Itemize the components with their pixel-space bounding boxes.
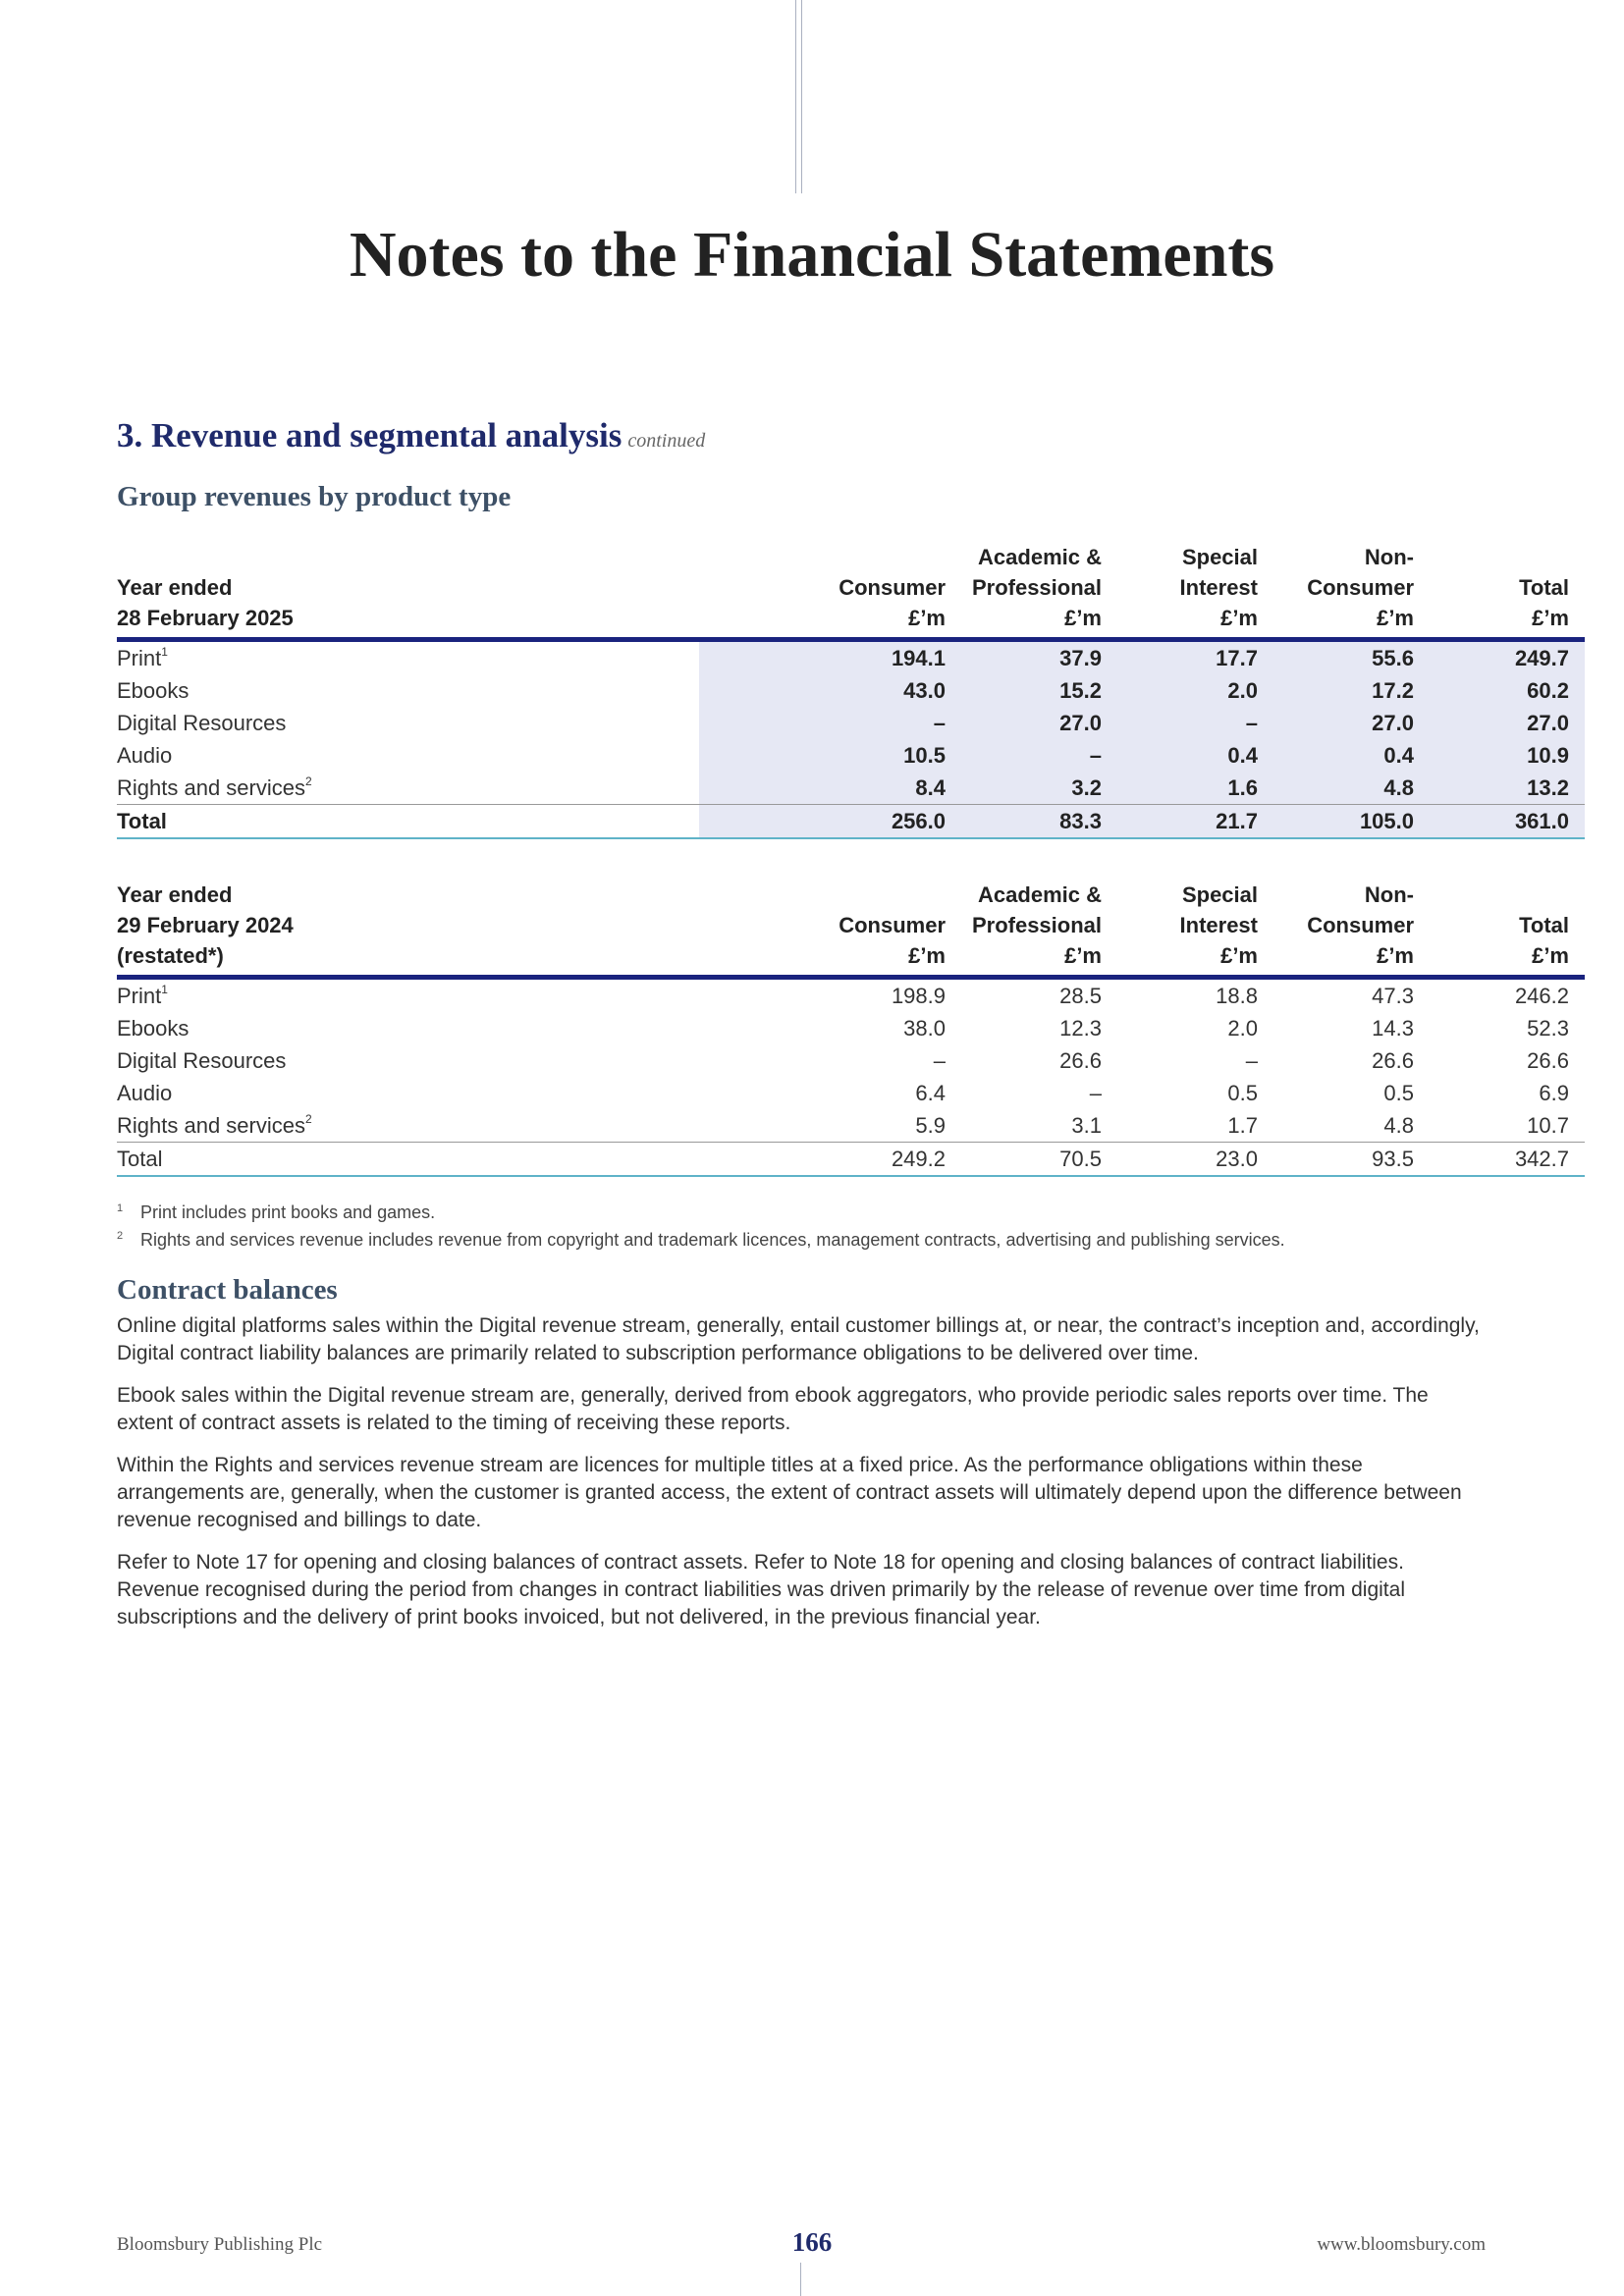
value-cell: 70.5 bbox=[961, 1143, 1117, 1177]
period-header-line: 28 February 2025 bbox=[117, 606, 294, 630]
row-label: Ebooks bbox=[117, 678, 189, 703]
value-cell: 256.0 bbox=[699, 805, 961, 839]
value-cell: 38.0 bbox=[903, 1016, 946, 1041]
column-header bbox=[699, 542, 961, 640]
column-header bbox=[1117, 542, 1273, 640]
value-cell: – bbox=[1245, 1048, 1258, 1073]
column-header-line: Total bbox=[1519, 575, 1569, 600]
contract-paragraph: Within the Rights and services revenue stream are licences for multiple titles at a fixed price. As the performance obligations within these arrangements are, generally, when the customer is granted access, the extent of contract assets will ultimately depend upon the difference between revenue recognised and billings to date. bbox=[117, 1454, 1462, 1531]
value-cell: 15.2 bbox=[961, 674, 1117, 707]
value-cell: 14.3 bbox=[1372, 1016, 1414, 1041]
row-label: Ebooks bbox=[117, 1016, 189, 1041]
column-header-line: £’m bbox=[1377, 943, 1414, 968]
value-cell: – bbox=[1117, 707, 1273, 739]
column-header bbox=[1273, 880, 1430, 978]
value-cell: 4.8 bbox=[1383, 1113, 1414, 1138]
column-header-line: Consumer bbox=[1307, 913, 1414, 937]
value-cell: 6.4 bbox=[915, 1081, 946, 1105]
value-cell: 3.1 bbox=[1071, 1113, 1102, 1138]
table-row bbox=[117, 772, 1585, 805]
table-row bbox=[117, 1109, 1585, 1143]
value-cell: 28.5 bbox=[1059, 984, 1102, 1008]
column-header bbox=[961, 542, 1117, 640]
table-row bbox=[117, 707, 1585, 739]
value-cell: 83.3 bbox=[961, 805, 1117, 839]
value-cell: 27.0 bbox=[961, 707, 1117, 739]
row-label: Digital Resources bbox=[117, 711, 287, 735]
value-cell: 194.1 bbox=[699, 640, 961, 675]
table-row bbox=[117, 1012, 1585, 1044]
value-cell: – bbox=[933, 1048, 946, 1073]
column-header-line: Professional bbox=[971, 913, 1102, 937]
value-cell: 6.9 bbox=[1539, 1081, 1569, 1105]
column-header-line: Interest bbox=[1179, 575, 1258, 600]
total-row bbox=[117, 805, 1585, 839]
value-cell: 26.6 bbox=[1059, 1048, 1102, 1073]
column-header-line: £’m bbox=[908, 943, 946, 968]
table-header-row bbox=[117, 880, 1585, 978]
total-row bbox=[117, 1143, 1585, 1177]
footnote bbox=[117, 1226, 1491, 1254]
revenue-table-2025 bbox=[117, 542, 1585, 839]
value-cell: 26.6 bbox=[1372, 1048, 1414, 1073]
value-cell: 198.9 bbox=[891, 984, 946, 1008]
column-header bbox=[961, 880, 1117, 978]
value-cell: 17.2 bbox=[1273, 674, 1430, 707]
footer-company: Bloomsbury Publishing Plc bbox=[117, 2234, 323, 2255]
period-header bbox=[117, 880, 699, 978]
value-cell: 17.7 bbox=[1117, 640, 1273, 675]
value-cell: 2.0 bbox=[1227, 1016, 1258, 1041]
value-cell: 26.6 bbox=[1527, 1048, 1569, 1073]
value-cell: – bbox=[961, 739, 1117, 772]
table-row bbox=[117, 1077, 1585, 1109]
value-cell: 1.6 bbox=[1117, 772, 1273, 805]
row-label: Audio bbox=[117, 1081, 173, 1105]
column-header-line: Consumer bbox=[839, 913, 946, 937]
column-header-line: Consumer bbox=[1307, 575, 1414, 600]
column-header-line: Interest bbox=[1179, 913, 1258, 937]
value-cell: 47.3 bbox=[1372, 984, 1414, 1008]
column-header-line: £’m bbox=[1064, 943, 1102, 968]
column-header-line: Non- bbox=[1364, 545, 1414, 569]
contract-paragraph: Refer to Note 17 for opening and closing balances of contract assets. Refer to Note 18 for opening and closing balances of contract liabilities. Revenue recognised during the period from changes in contract liabilities was driven primarily by the release of revenue over time from digital subscriptions and the delivery of print books invoiced, but not delivered, in the previous financial year. bbox=[117, 1551, 1405, 1629]
value-cell: 43.0 bbox=[699, 674, 961, 707]
footnote-ref: 1 bbox=[161, 983, 168, 996]
value-cell: 249.2 bbox=[699, 1143, 961, 1177]
value-cell: 18.8 bbox=[1216, 984, 1258, 1008]
period-header bbox=[117, 542, 699, 640]
period-header-line: 29 February 2024 bbox=[117, 913, 294, 937]
top-decorative-rule bbox=[795, 0, 803, 193]
value-cell: 4.8 bbox=[1273, 772, 1430, 805]
section-heading bbox=[117, 416, 705, 455]
footnote-text: Rights and services revenue includes revenue from copyright and trademark licences, management contracts, advertising and publishing services. bbox=[140, 1230, 1285, 1250]
value-cell: 60.2 bbox=[1430, 674, 1585, 707]
footnote-text: Print includes print books and games. bbox=[140, 1202, 436, 1222]
continued-label: continued bbox=[627, 430, 706, 452]
table-row bbox=[117, 674, 1585, 707]
value-cell: 10.5 bbox=[699, 739, 961, 772]
value-cell: 1.7 bbox=[1227, 1113, 1258, 1138]
column-header-line: £’m bbox=[908, 606, 946, 630]
contract-paragraph: Ebook sales within the Digital revenue stream are, generally, derived from ebook aggregators, who provide periodic sales reports over time. The extent of contract assets is related to the timing of receiving these reports. bbox=[117, 1384, 1429, 1434]
contract-paragraph: Online digital platforms sales within the Digital revenue stream, generally, entail customer billings at, or near, the contract’s inception and, accordingly, Digital contract liability balances are primarily related to subscription performance obligations to be delivered over time. bbox=[117, 1314, 1480, 1364]
value-cell: 93.5 bbox=[1273, 1143, 1430, 1177]
footnote-ref: 2 bbox=[304, 774, 312, 788]
value-cell: 27.0 bbox=[1430, 707, 1585, 739]
page-title: Notes to the Financial Statements bbox=[349, 219, 1275, 291]
value-cell: 105.0 bbox=[1273, 805, 1430, 839]
column-header bbox=[1430, 880, 1585, 978]
value-cell: 10.7 bbox=[1527, 1113, 1569, 1138]
footnote-number: 2 bbox=[117, 1230, 124, 1242]
row-label: Print$^1$ bbox=[117, 983, 168, 1008]
period-header-line: Year ended bbox=[117, 882, 233, 907]
table-subheading: Group revenues by product type bbox=[117, 481, 512, 512]
column-header bbox=[1273, 542, 1430, 640]
row-label: Rights and services$^2$ bbox=[117, 1112, 312, 1138]
revenue-table-2024 bbox=[117, 880, 1585, 1177]
value-cell: 37.9 bbox=[961, 640, 1117, 675]
column-header-line: Total bbox=[1519, 913, 1569, 937]
value-cell: 5.9 bbox=[915, 1113, 946, 1138]
column-header-line: £’m bbox=[1064, 606, 1102, 630]
table-row bbox=[117, 739, 1585, 772]
value-cell: 249.7 bbox=[1430, 640, 1585, 675]
value-cell: 361.0 bbox=[1430, 805, 1585, 839]
column-header-line: Special bbox=[1181, 545, 1258, 569]
value-cell: 246.2 bbox=[1514, 984, 1569, 1008]
column-header bbox=[699, 880, 961, 978]
row-label: Total bbox=[117, 1143, 699, 1177]
period-header-line: Year ended bbox=[117, 575, 233, 600]
column-header-line: Professional bbox=[971, 575, 1102, 600]
contract-balances-section bbox=[117, 1274, 1487, 1646]
column-header-line: Academic & bbox=[978, 545, 1102, 569]
value-cell: 0.5 bbox=[1383, 1081, 1414, 1105]
value-cell: 13.2 bbox=[1430, 772, 1585, 805]
row-label: Digital Resources bbox=[117, 1048, 287, 1073]
period-header-line: (restated*) bbox=[117, 943, 224, 968]
column-header-line: £’m bbox=[1220, 943, 1258, 968]
column-header-line: £’m bbox=[1377, 606, 1414, 630]
value-cell: 21.7 bbox=[1117, 805, 1273, 839]
value-cell: 10.9 bbox=[1430, 739, 1585, 772]
page-number: 166 bbox=[791, 2227, 833, 2257]
value-cell: 55.6 bbox=[1273, 640, 1430, 675]
column-header bbox=[1430, 542, 1585, 640]
value-cell: 0.4 bbox=[1117, 739, 1273, 772]
bottom-decorative-rule bbox=[800, 2263, 801, 2296]
table-row bbox=[117, 640, 1585, 675]
row-label: Rights and services$^2$ bbox=[117, 774, 312, 800]
column-header bbox=[1117, 880, 1273, 978]
column-header-line: £’m bbox=[1532, 943, 1569, 968]
value-cell: 52.3 bbox=[1527, 1016, 1569, 1041]
value-cell: – bbox=[1089, 1081, 1102, 1105]
footnote-ref: 2 bbox=[304, 1112, 312, 1126]
table-row bbox=[117, 1044, 1585, 1077]
value-cell: 2.0 bbox=[1117, 674, 1273, 707]
value-cell: 12.3 bbox=[1059, 1016, 1102, 1041]
footnote bbox=[117, 1199, 1491, 1226]
row-label: Audio bbox=[117, 743, 173, 768]
footnotes bbox=[117, 1199, 1491, 1254]
value-cell: 0.4 bbox=[1273, 739, 1430, 772]
value-cell: 8.4 bbox=[699, 772, 961, 805]
row-label: Total bbox=[117, 805, 699, 839]
column-header-line: £’m bbox=[1220, 606, 1258, 630]
table-row bbox=[117, 978, 1585, 1013]
column-header-line: Consumer bbox=[839, 575, 946, 600]
column-header-line: Non- bbox=[1364, 882, 1414, 907]
section-heading-text: 3. Revenue and segmental analysis bbox=[117, 416, 623, 454]
footnote-ref: 1 bbox=[161, 645, 168, 659]
footnote-number: 1 bbox=[117, 1202, 124, 1214]
value-cell: 27.0 bbox=[1273, 707, 1430, 739]
column-header-line: £’m bbox=[1532, 606, 1569, 630]
column-header-line: Special bbox=[1181, 882, 1258, 907]
table-header-row bbox=[117, 542, 1585, 640]
value-cell: 0.5 bbox=[1227, 1081, 1258, 1105]
row-label: Print$^1$ bbox=[117, 645, 168, 670]
value-cell: – bbox=[699, 707, 961, 739]
value-cell: 342.7 bbox=[1430, 1143, 1585, 1177]
column-header-line: Academic & bbox=[978, 882, 1102, 907]
contract-balances-heading: Contract balances bbox=[117, 1274, 338, 1306]
footer-website[interactable]: www.bloomsbury.com bbox=[1317, 2234, 1486, 2255]
value-cell: 3.2 bbox=[961, 772, 1117, 805]
value-cell: 23.0 bbox=[1117, 1143, 1273, 1177]
